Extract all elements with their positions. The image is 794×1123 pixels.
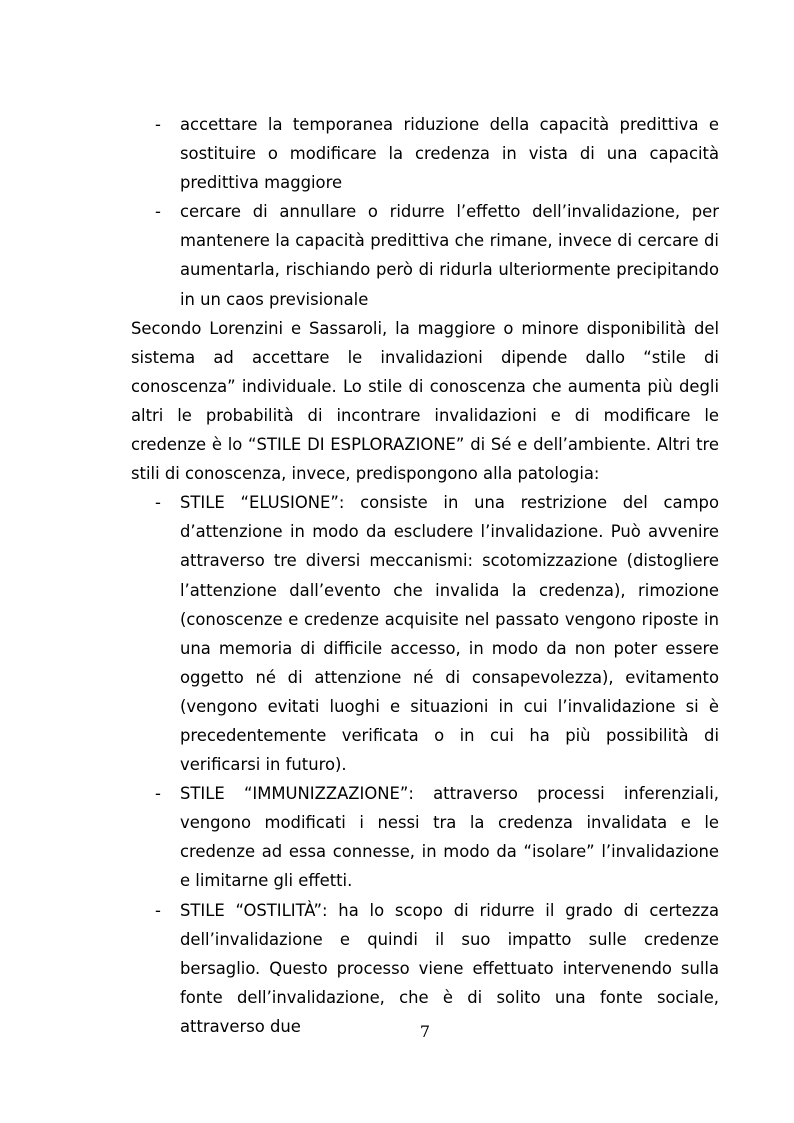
list-bullet: - [155,202,161,222]
list-item [131,896,719,1041]
list-item-text: accettare la temporanea riduzione della capacità predittiva e sostituire o modificare la credenza in vista di una capacità predittiva maggiore [180,115,719,193]
list-item-text: cercare di annullare o ridurre l’effetto dell’invalidazione, per mantenere la capacità predittiva che rimane, invece di cercare di aumentarla, rischiando però di ridurla ulteriormente precipitando in un caos previsionale [180,202,719,309]
list-item [131,488,719,779]
list-item [131,110,719,197]
list-item-text: STILE “IMMUNIZZAZIONE”: attraverso processi inferenziali, vengono modificati i nessi tra la credenza invalidata e le credenze ad essa connesse, in modo da “isolare” l’invalidazione e limitarne gli effetti. [180,784,719,891]
list-item-text: STILE “ELUSIONE”: consiste in una restrizione del campo d’attenzione in modo da escludere l’invalidazione. Può avvenire attraverso tre diversi meccanismi: scotomizzazione (distogliere l’attenzione dall’evento che invalida la credenza), rimozione (conoscenze e credenze acquisite nel passato vengono riposte in una memoria di difficile accesso, in modo da non poter essere oggetto né di attenzione né di consapevolezza), evitamento (vengono evitati luoghi e situazioni in cui l’invalidazione si è precedentemente verificata o in cui ha più possibilità di verificarsi in futuro). [180,493,719,775]
page-body [131,110,719,1041]
list-bullet: - [155,115,161,134]
list-item [131,779,719,895]
list-bullet: - [155,900,161,920]
list-item-text: STILE “OSTILITÀ”: ha lo scopo di ridurre il grado di certezza dell’invalidazione e quindi il suo impatto sulle credenze bersaglio. Questo processo viene effettuato intervenendo sulla fonte dell’invalidazione, che è di solito una fonte sociale, attraverso due [180,900,719,1036]
body-paragraph: Secondo Lorenzini e Sassaroli, la maggiore o minore disponibilità del sistema ad accettare le invalidazioni dipende dallo “stile di conoscenza” individuale. Lo stile di conoscenza che aumenta più degli altri le probabilità di incontrare invalidazioni e di modificare le credenze è lo “STILE DI ESPLORAZIONE” di Sé e dell’ambiente. Altri tre stili di conoscenza, invece, predispongono alla patologia: [131,318,719,484]
list-item [131,197,719,313]
list-bullet: - [155,784,161,804]
page-number: 7 [419,1022,431,1041]
list-bullet: - [155,493,161,513]
